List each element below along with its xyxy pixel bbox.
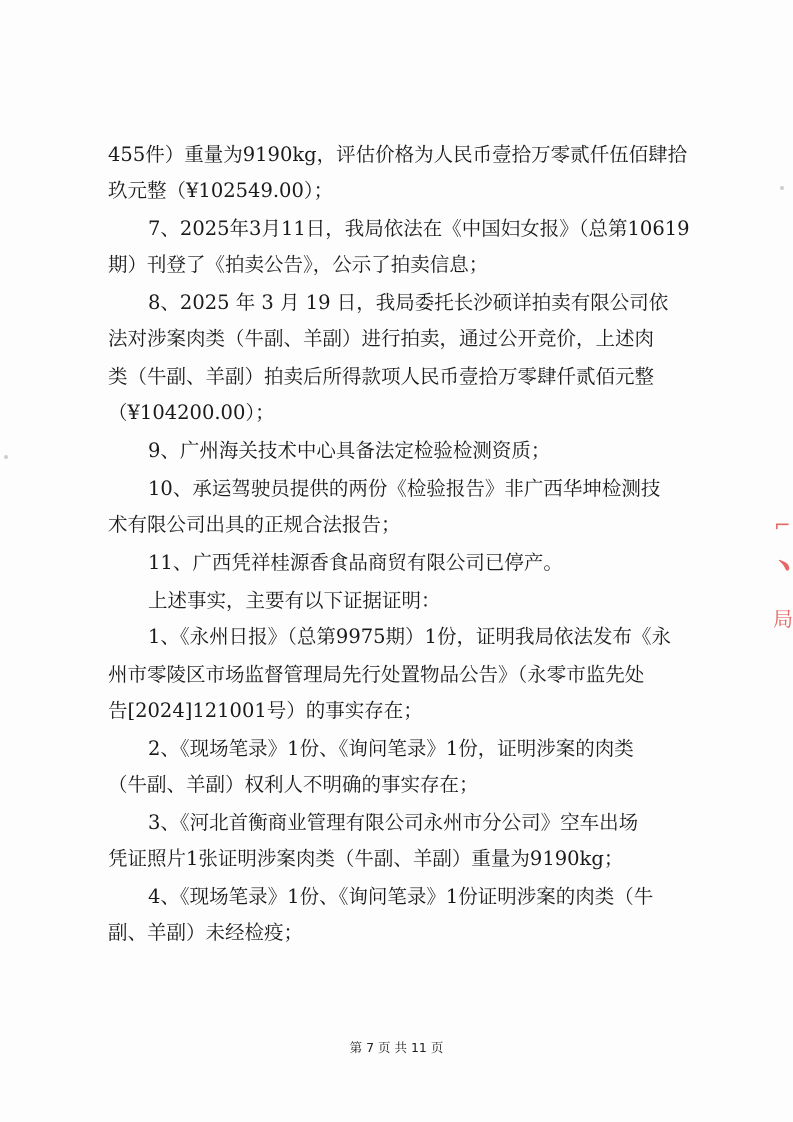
body-line: 玖元整（¥102549.00）；	[108, 179, 334, 202]
body-line: 法对涉案肉类（牛副、羊副）进行拍卖，通过公开竞价，上述肉	[108, 327, 655, 350]
body-line: 9、广州海关技术中心具备法定检验检测资质；	[148, 439, 551, 462]
body-line: 455件）重量为9190kg，评估价格为人民币壹拾万零贰仟伍佰肆拾	[108, 143, 688, 166]
body-line: （牛副、羊副）权利人不明确的事实存在；	[108, 773, 479, 796]
body-line: 2、《现场笔录》1份、《询问笔录》1份，证明涉案的肉类	[148, 737, 634, 760]
body-line: 7、2025年3月11日，我局依法在《中国妇女报》（总第10619	[148, 217, 690, 240]
body-line: 期）刊登了《拍卖公告》，公示了拍卖信息；	[108, 253, 489, 276]
body-line: （¥104200.00）；	[108, 401, 275, 424]
scan-speck	[780, 186, 784, 190]
body-line: 上述事实，主要有以下证据证明：	[148, 589, 441, 612]
body-line: 类（牛副、羊副）拍卖后所得款项人民币壹拾万零肆仟贰佰元整	[108, 365, 655, 388]
body-line: 4、《现场笔录》1份、《询问笔录》1份证明涉案的肉类（牛	[148, 885, 654, 908]
body-line: 11、广西凭祥桂源香食品商贸有限公司已停产。	[148, 551, 563, 574]
page-number: 第 7 页 共 11 页	[349, 1040, 444, 1055]
scan-speck	[4, 455, 8, 459]
body-line: 术有限公司出具的正规合法报告；	[108, 513, 401, 536]
body-line: 8、2025 年 3 月 19 日，我局委托长沙硕详拍卖有限公司依	[148, 291, 669, 314]
official-seal-fragment: ⌐ ﹅ 局	[773, 513, 793, 631]
body-line: 告[2024]121001号）的事实存在；	[108, 699, 423, 722]
body-line: 凭证照片1张证明涉案肉类（牛副、羊副）重量为9190kg；	[108, 847, 624, 870]
seal-character: 局	[773, 607, 793, 631]
body-line: 州市零陵区市场监督管理局先行处置物品公告》（永零市监先处	[108, 663, 645, 686]
body-line: 副、羊副）未经检疫；	[108, 921, 304, 944]
body-line: 3、《河北首衡商业管理有限公司永州市分公司》空车出场	[148, 811, 639, 834]
body-line: 1、《永州日报》（总第9975期）1份，证明我局依法发布《永	[148, 625, 671, 648]
body-line: 10、承运驾驶员提供的两份《检验报告》非广西华坤检测技	[148, 477, 661, 500]
